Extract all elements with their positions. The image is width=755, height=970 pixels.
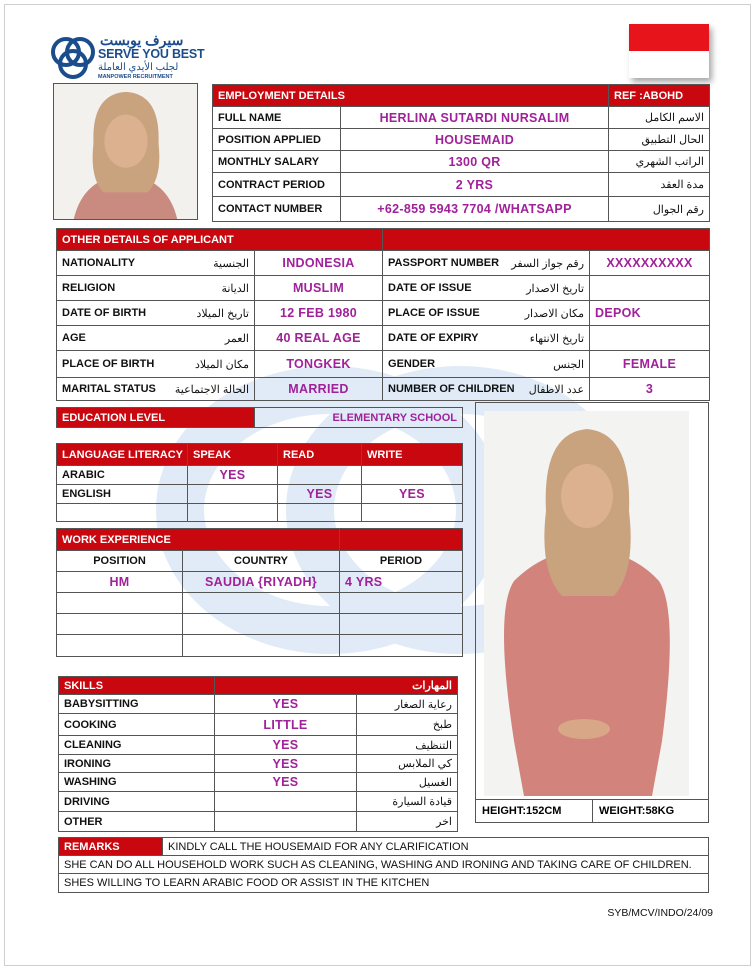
language-empty-cell bbox=[278, 504, 362, 522]
work-empty-cell bbox=[183, 635, 340, 657]
full-name-value: HERLINA SUTARDI NURSALIM bbox=[341, 107, 609, 129]
indonesia-flag bbox=[629, 24, 709, 78]
skill-driving-arabic: قيادة السيارة bbox=[357, 792, 458, 812]
age-label: AGE bbox=[62, 332, 86, 344]
contract-arabic: مدة العقد bbox=[609, 173, 710, 197]
other-details-header-blank bbox=[383, 229, 710, 251]
work-country-value: SAUDIA {RIYADH} bbox=[183, 572, 340, 593]
salary-value: 1300 QR bbox=[341, 151, 609, 173]
education-value: ELEMENTARY SCHOOL bbox=[255, 408, 463, 428]
gender-value: FEMALE bbox=[590, 351, 710, 378]
skill-cooking-label: COOKING bbox=[59, 714, 215, 736]
skill-washing-arabic: الغسيل bbox=[357, 773, 458, 792]
english-write: YES bbox=[362, 485, 463, 504]
document-code: SYB/MCV/INDO/24/09 bbox=[607, 907, 713, 919]
nationality-arabic: الجنسية bbox=[213, 257, 249, 270]
place-of-issue-label: PLACE OF ISSUE bbox=[388, 307, 480, 319]
gender-arabic: الجنس bbox=[553, 358, 585, 371]
work-empty-cell bbox=[183, 614, 340, 635]
applicant-photo-frame bbox=[475, 402, 709, 823]
remarks-first-line: KINDLY CALL THE HOUSEMAID FOR ANY CLARIFICATION bbox=[163, 838, 709, 856]
logo-arabic-sub: لجلب الأيدي العاملة bbox=[98, 62, 179, 73]
work-experience-header-blank bbox=[340, 529, 463, 551]
reference-number: REF :ABOHD bbox=[609, 85, 710, 107]
education-table bbox=[56, 407, 463, 428]
work-empty-cell bbox=[57, 635, 183, 657]
applicant-photo-small bbox=[53, 83, 198, 220]
expiry-value bbox=[590, 326, 710, 351]
remarks-header: REMARKS bbox=[59, 838, 163, 856]
place-of-birth-label: PLACE OF BIRTH bbox=[62, 358, 155, 370]
skill-washing-value: YES bbox=[215, 773, 357, 792]
dob-label: DATE OF BIRTH bbox=[62, 307, 147, 319]
full-name-label: FULL NAME bbox=[213, 107, 341, 129]
other-details-table bbox=[56, 228, 710, 400]
skill-other-value bbox=[215, 812, 357, 832]
dob-arabic: تاريخ الميلاد bbox=[196, 307, 249, 320]
language-empty-cell bbox=[57, 504, 188, 522]
position-value: HOUSEMAID bbox=[341, 129, 609, 151]
contract-value: 2 YRS bbox=[341, 173, 609, 197]
speak-header: SPEAK bbox=[188, 444, 278, 466]
skill-cooking-arabic: طبخ bbox=[357, 714, 458, 736]
arabic-read bbox=[278, 466, 362, 485]
contact-arabic: رقم الجوال bbox=[609, 197, 710, 222]
language-empty-cell bbox=[362, 504, 463, 522]
other-details-header: OTHER DETAILS OF APPLICANT bbox=[57, 229, 383, 251]
full-name-arabic: الاسم الكامل bbox=[609, 107, 710, 129]
skills-table bbox=[58, 676, 458, 831]
religion-label: RELIGION bbox=[62, 282, 116, 294]
salary-label: MONTHLY SALARY bbox=[213, 151, 341, 173]
logo-english: SERVE YOU BEST bbox=[98, 47, 205, 61]
english-read: YES bbox=[278, 485, 362, 504]
date-of-issue-arabic: تاريخ الاصدار bbox=[526, 282, 585, 295]
gender-label: GENDER bbox=[388, 358, 436, 370]
age-arabic: العمر bbox=[224, 332, 249, 345]
expiry-arabic: تاريخ الانتهاء bbox=[529, 332, 585, 345]
remarks-line: SHES WILLING TO LEARN ARABIC FOOD OR ASSIST IN THE KITCHEN bbox=[59, 874, 709, 893]
employment-details-table bbox=[212, 84, 710, 221]
skill-cleaning-label: CLEANING bbox=[59, 736, 215, 755]
arabic-write bbox=[362, 466, 463, 485]
height-value: HEIGHT:152CM bbox=[476, 800, 593, 823]
skill-babysitting-value: YES bbox=[215, 695, 357, 714]
position-label: POSITION APPLIED bbox=[213, 129, 341, 151]
work-position-value: HM bbox=[57, 572, 183, 593]
place-of-birth-value: TONGKEK bbox=[255, 351, 383, 378]
religion-value: MUSLIM bbox=[255, 276, 383, 301]
passport-label: PASSPORT NUMBER bbox=[388, 257, 500, 269]
skill-driving-value bbox=[215, 792, 357, 812]
passport-arabic: رقم جواز السفر bbox=[511, 257, 585, 270]
religion-arabic: الديانة bbox=[221, 282, 249, 295]
english-speak bbox=[188, 485, 278, 504]
nationality-value: INDONESIA bbox=[255, 251, 383, 276]
weight-value: WEIGHT:58KG bbox=[599, 805, 675, 817]
work-empty-cell bbox=[340, 635, 463, 657]
skill-ironing-label: IRONING bbox=[59, 755, 215, 773]
logo-icon bbox=[50, 34, 96, 80]
position-arabic: الحال التطبيق bbox=[609, 129, 710, 151]
skill-washing-label: WASHING bbox=[59, 773, 215, 792]
logo-arabic: سيرف يوبست bbox=[100, 32, 184, 48]
language-header: LANGUAGE LITERACY bbox=[57, 444, 188, 466]
work-empty-cell bbox=[57, 614, 183, 635]
language-empty-cell bbox=[188, 504, 278, 522]
skill-driving-label: DRIVING bbox=[59, 792, 215, 812]
arabic-speak: YES bbox=[188, 466, 278, 485]
language-table bbox=[56, 443, 463, 521]
skill-other-arabic: اخر bbox=[357, 812, 458, 832]
work-empty-cell bbox=[340, 614, 463, 635]
skill-cooking-value: LITTLE bbox=[215, 714, 357, 736]
skill-babysitting-label: BABYSITTING bbox=[59, 695, 215, 714]
skill-ironing-arabic: كي الملابس bbox=[357, 755, 458, 773]
skill-other-label: OTHER bbox=[59, 812, 215, 832]
children-label: NUMBER OF CHILDREN bbox=[388, 383, 515, 395]
marital-arabic: الحالة الاجتماعية bbox=[174, 383, 249, 396]
employment-details-header: EMPLOYMENT DETAILS bbox=[213, 85, 609, 107]
dob-value: 12 FEB 1980 bbox=[255, 301, 383, 326]
work-experience-header: WORK EXPERIENCE bbox=[57, 529, 340, 551]
contact-value: +62-859 5943 7704 /WHATSAPP bbox=[341, 197, 609, 222]
applicant-photo-large bbox=[484, 411, 689, 796]
work-period-value: 4 YRS bbox=[340, 572, 463, 593]
contract-label: CONTRACT PERIOD bbox=[213, 173, 341, 197]
language-arabic-label: ARABIC bbox=[57, 466, 188, 485]
work-empty-cell bbox=[183, 593, 340, 614]
salary-arabic: الراتب الشهري bbox=[609, 151, 710, 173]
education-label: EDUCATION LEVEL bbox=[57, 408, 255, 428]
remarks-table bbox=[58, 837, 709, 892]
person-full-body-icon bbox=[484, 411, 689, 796]
marital-label: MARITAL STATUS bbox=[62, 383, 156, 395]
skills-header-arabic: المهارات bbox=[215, 677, 458, 695]
work-empty-cell bbox=[57, 593, 183, 614]
date-of-issue-label: DATE OF ISSUE bbox=[388, 282, 472, 294]
work-experience-table bbox=[56, 528, 463, 656]
expiry-label: DATE OF EXPIRY bbox=[388, 332, 479, 344]
age-value: 40 REAL AGE bbox=[255, 326, 383, 351]
write-header: WRITE bbox=[362, 444, 463, 466]
position-column-header: POSITION bbox=[57, 551, 183, 572]
contact-label: CONTACT NUMBER bbox=[213, 197, 341, 222]
place-of-issue-arabic: مكان الاصدار bbox=[524, 307, 585, 320]
skill-cleaning-arabic: التنظيف bbox=[357, 736, 458, 755]
work-empty-cell bbox=[340, 593, 463, 614]
date-of-issue-value bbox=[590, 276, 710, 301]
person-portrait-icon bbox=[54, 84, 197, 219]
place-of-issue-value: DEPOK bbox=[590, 301, 710, 326]
children-value: 3 bbox=[590, 378, 710, 401]
skills-header: SKILLS bbox=[59, 677, 215, 695]
children-arabic: عدد الاطفال bbox=[528, 383, 585, 396]
remarks-line: SHE CAN DO ALL HOUSEHOLD WORK SUCH AS CLEANING, WASHING AND IRONING AND TAKING CARE OF CHILDREN. bbox=[59, 856, 709, 874]
passport-value: XXXXXXXXXX bbox=[590, 251, 710, 276]
place-of-birth-arabic: مكان الميلاد bbox=[194, 358, 249, 371]
nationality-label: NATIONALITY bbox=[62, 257, 136, 269]
skill-ironing-value: YES bbox=[215, 755, 357, 773]
company-logo bbox=[50, 32, 210, 82]
read-header: READ bbox=[278, 444, 362, 466]
skill-cleaning-value: YES bbox=[215, 736, 357, 755]
country-column-header: COUNTRY bbox=[183, 551, 340, 572]
period-column-header: PERIOD bbox=[340, 551, 463, 572]
skill-babysitting-arabic: رعاية الصغار bbox=[357, 695, 458, 714]
language-english-label: ENGLISH bbox=[57, 485, 188, 504]
logo-sub: MANPOWER RECRUITMENT bbox=[98, 74, 173, 80]
marital-value: MARRIED bbox=[255, 378, 383, 401]
